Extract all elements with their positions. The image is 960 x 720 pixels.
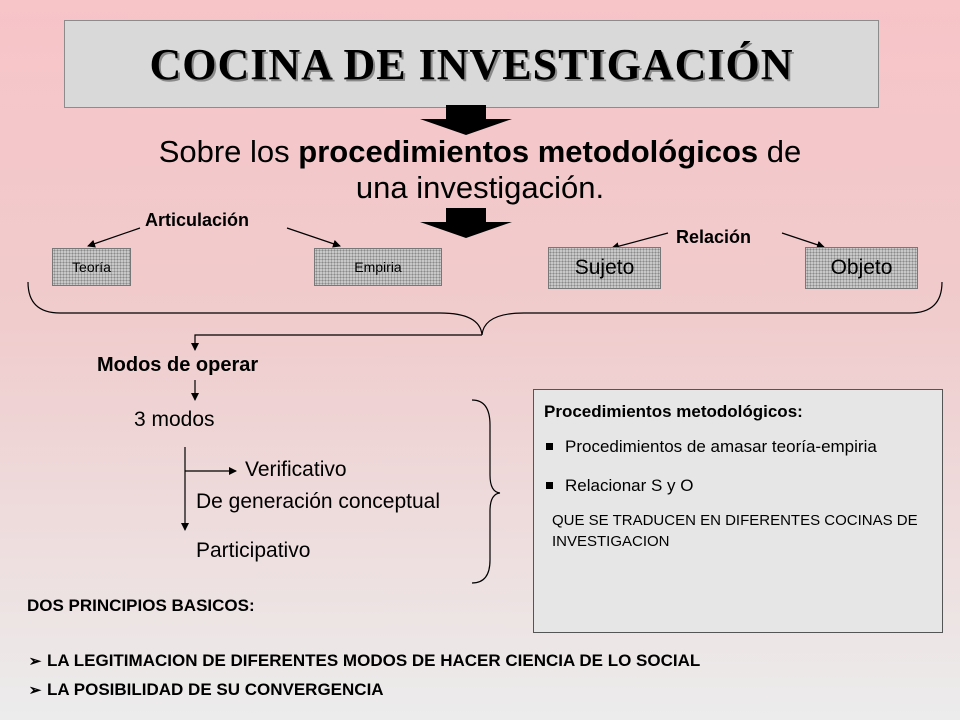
teoria-box <box>52 248 131 286</box>
modos-heading: Modos de operar <box>97 354 259 376</box>
modo-participativo: Participativo <box>196 539 311 562</box>
sujeto-box <box>548 247 661 289</box>
page-title: COCINA DE INVESTIGACIÓN <box>149 39 794 89</box>
principio-item <box>25 651 700 671</box>
arrow-to-objeto <box>782 233 824 247</box>
arrow-to-sujeto <box>612 233 668 248</box>
procedimientos-box <box>533 389 943 633</box>
procedimientos-note: QUE SE TRADUCEN EN DIFERENTES COCINAS DE INVESTIGACION <box>552 512 918 550</box>
horizontal-brace <box>28 282 942 335</box>
arrow-to-empiria <box>287 228 340 246</box>
procedimientos-item <box>542 473 934 498</box>
title-box <box>64 20 879 108</box>
teoria-label: Teoría <box>72 259 111 275</box>
vertical-brace <box>472 400 500 583</box>
block-down-arrow-icon <box>420 208 512 238</box>
procedimientos-item-2: Relacionar S y O <box>565 476 694 495</box>
objeto-label: Objeto <box>830 256 893 279</box>
arrow-to-teoria <box>88 228 140 246</box>
sujeto-label: Sujeto <box>574 256 635 279</box>
square-bullet-icon <box>546 443 553 450</box>
block-down-arrow-icon <box>420 105 512 135</box>
empiria-box <box>314 248 442 286</box>
objeto-box <box>805 247 918 289</box>
relacion-label: Relación <box>676 227 752 247</box>
procedimientos-title: Procedimientos metodológicos: <box>544 402 803 421</box>
empiria-label: Empiria <box>354 259 402 275</box>
principio-1: LA LEGITIMACION DE DIFERENTES MODOS DE HACER CIENCIA DE LO SOCIAL <box>47 651 701 670</box>
subtitle-bold: procedimientos metodológicos <box>298 134 759 169</box>
subtitle-line2: una investigación. <box>355 170 605 205</box>
modo-generacion-conceptual: De generación conceptual <box>196 490 441 513</box>
procedimientos-item <box>542 434 934 459</box>
subtitle-part2: de <box>758 134 802 169</box>
principio-2: LA POSIBILIDAD DE SU CONVERGENCIA <box>47 680 384 699</box>
modo-verificativo: Verificativo <box>245 458 347 481</box>
principios-heading: DOS PRINCIPIOS BASICOS: <box>27 596 255 615</box>
square-bullet-icon <box>546 482 553 489</box>
modos-count: 3 modos <box>134 408 215 431</box>
arrowhead-check-icon: ➢ <box>28 682 42 699</box>
arrow-to-modos <box>195 335 482 350</box>
principio-item <box>25 680 384 700</box>
arrowhead-check-icon: ➢ <box>28 653 42 670</box>
subtitle-part1: Sobre los <box>158 134 299 169</box>
articulacion-label: Articulación <box>145 210 250 230</box>
procedimientos-item-1: Procedimientos de amasar teoría-empiria <box>565 437 877 456</box>
subtitle <box>40 134 920 206</box>
